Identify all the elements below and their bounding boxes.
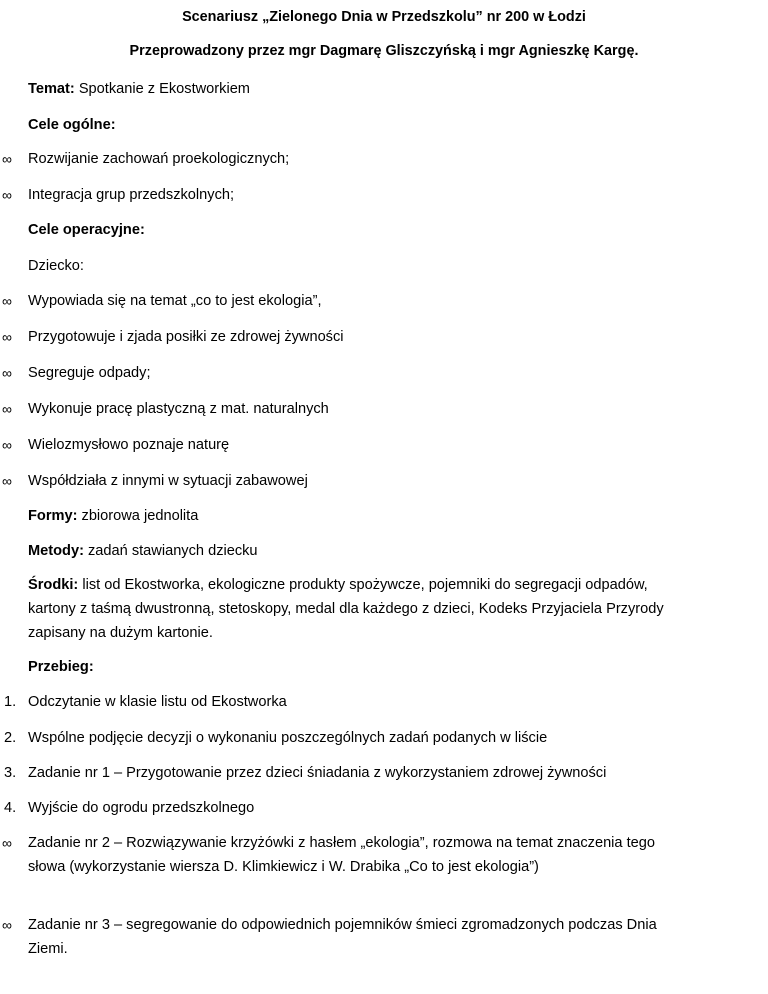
operational-goal-item: Współdziała z innymi w sytuacji zabawowej [28, 473, 308, 489]
infinity-icon: ∞ [2, 473, 12, 489]
forms-value: zbiorowa jednolita [77, 508, 199, 524]
step-number: 1. [4, 694, 17, 710]
procedure-heading: Przebieg: [28, 659, 94, 675]
step-text: Wyjście do ogrodu przedszkolnego [28, 800, 255, 816]
document-subtitle: Przeprowadzony przez mgr Dagmarę Gliszczyńską i mgr Agnieszkę Kargę. [129, 43, 639, 59]
step-number: 3. [4, 765, 17, 781]
general-goals-heading: Cele ogólne: [28, 117, 116, 133]
general-goal-item: Rozwijanie zachowań proekologicznych; [28, 151, 290, 167]
infinity-icon: ∞ [2, 437, 12, 453]
infinity-icon: ∞ [2, 151, 12, 167]
resources-paragraph [28, 573, 688, 645]
infinity-icon: ∞ [2, 835, 12, 851]
operational-goal-item: Wykonuje pracę plastyczną z mat. naturalnych [28, 401, 329, 417]
operational-goals-intro: Dziecko: [28, 258, 84, 274]
forms-line [28, 504, 718, 528]
operational-goal-item: Segreguje odpady; [28, 365, 151, 381]
general-goal-item: Integracja grup przedszkolnych; [28, 187, 235, 203]
task-paragraph: Zadanie nr 2 – Rozwiązywanie krzyżówki z hasłem „ekologia”, rozmowa na temat znaczenia tego słowa (wykorzystanie wiersza D. Klimkiewicz i W. Drabika „Co to jest ekologia”) [28, 835, 656, 875]
step-text: Odczytanie w klasie listu od Ekostworka [28, 694, 287, 710]
operational-goal-item: Wypowiada się na temat „co to jest ekologia”, [28, 293, 322, 309]
methods-line [28, 539, 718, 563]
step-number: 2. [4, 730, 17, 746]
infinity-icon: ∞ [2, 917, 12, 933]
task-paragraph: Zadanie nr 3 – segregowanie do odpowiednich pojemników śmieci zgromadzonych podczas Dnia Ziemi. [28, 917, 657, 957]
infinity-icon: ∞ [2, 187, 12, 203]
operational-goal-item: Wielozmysłowo poznaje naturę [28, 437, 230, 453]
step-number: 4. [4, 800, 17, 816]
step-text: Zadanie nr 1 – Przygotowanie przez dzieci śniadania z wykorzystaniem zdrowej żywności [28, 765, 607, 781]
forms-label: Formy: [28, 508, 78, 524]
topic-value: Spotkanie z Ekostworkiem [74, 81, 250, 97]
operational-goal-item: Przygotowuje i zjada posiłki ze zdrowej żywności [28, 329, 344, 345]
methods-value: zadań stawianych dziecku [83, 543, 258, 559]
step-text: Wspólne podjęcie decyzji o wykonaniu poszczególnych zadań podanych w liście [28, 730, 548, 746]
infinity-icon: ∞ [2, 329, 12, 345]
methods-label: Metody: [28, 543, 84, 559]
topic-line [28, 77, 718, 101]
resources-label: Środki: [28, 577, 79, 593]
document-title: Scenariusz „Zielonego Dnia w Przedszkolu” nr 200 w Łodzi [182, 9, 586, 25]
infinity-icon: ∞ [2, 401, 12, 417]
infinity-icon: ∞ [2, 293, 12, 309]
operational-goals-heading: Cele operacyjne: [28, 222, 145, 238]
topic-label: Temat: [28, 81, 75, 97]
infinity-icon: ∞ [2, 365, 12, 381]
resources-value: list od Ekostworka, ekologiczne produkty spożywcze, pojemniki do segregacji odpadów, kartony z taśmą dwustronną, stetoskopy, medal dla każdego z dzieci, Kodeks Przyjaciela Przyrody zapisany na dużym kartonie. [28, 577, 664, 641]
